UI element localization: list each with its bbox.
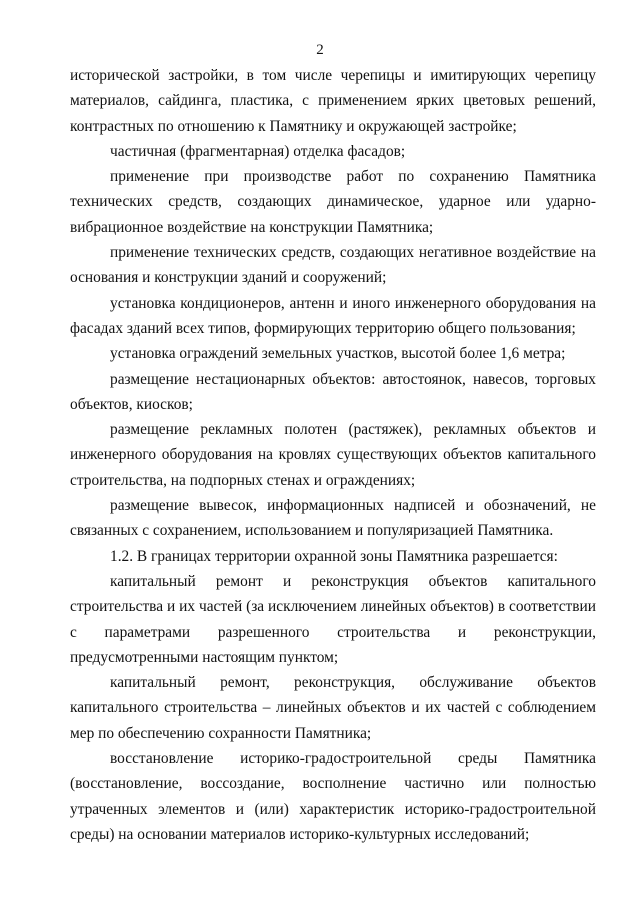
paragraph-3: применение при производстве работ по сохранению Памятника технических средств, создающих динамическое, ударное или ударно-вибрационное воздействие на конструкции Памятника; xyxy=(70,168,596,236)
paragraph-1: исторической застройки, в том числе черепицы и имитирующих черепицу материалов, сайдинга, пластика, с применением ярких цветовых решений, контрастных по отношению к Памятнику и окружающей застройке; xyxy=(70,67,596,135)
paragraph-13: восстановление историко-градостроительной среды Памятника (восстановление, воссоздание, восполнение частично или полностью утраченных элементов и (или) характеристик историко-градостроительной среды) на основании материалов историко-культурных исследований; xyxy=(70,750,596,843)
paragraph-6: установка ограждений земельных участков, высотой более 1,6 метра; xyxy=(110,345,566,363)
document-body xyxy=(70,63,596,847)
paragraph-4: применение технических средств, создающих негативное воздействие на основания и конструкции зданий и сооружений; xyxy=(70,244,596,287)
paragraph-7: размещение нестационарных объектов: автостоянок, навесов, торговых объектов, киосков; xyxy=(70,370,596,413)
paragraph-12: капитальный ремонт, реконструкция, обслуживание объектов капитального строительства – линейных объектов и их частей с соблюдением мер по обеспечению сохранности Памятника; xyxy=(70,674,596,742)
paragraph-11: капитальный ремонт и реконструкция объектов капитального строительства и их частей (за исключением линейных объектов) в соответствии с параметрами разрешенного строительства и реконструкции, предусмотренными настоящим пунктом; xyxy=(70,572,596,666)
paragraph-5: установка кондиционеров, антенн и иного инженерного оборудования на фасадах зданий всех типов, формирующих территорию общего пользования; xyxy=(70,294,596,337)
section-heading-1-2: 1.2. В границах территории охранной зоны Памятника разрешается: xyxy=(110,547,558,565)
page-number: 2 xyxy=(316,42,324,58)
paragraph-9: размещение вывесок, информационных надписей и обозначений, не связанных с сохранением, использованием и популяризацией Памятника. xyxy=(70,497,596,540)
paragraph-2: частичная (фрагментарная) отделка фасадов; xyxy=(110,142,406,160)
paragraph-8: размещение рекламных полотен (растяжек), рекламных объектов и инженерного оборудования на кровлях существующих объектов капитального строительства, на подпорных стенах и ограждениях; xyxy=(70,421,596,489)
